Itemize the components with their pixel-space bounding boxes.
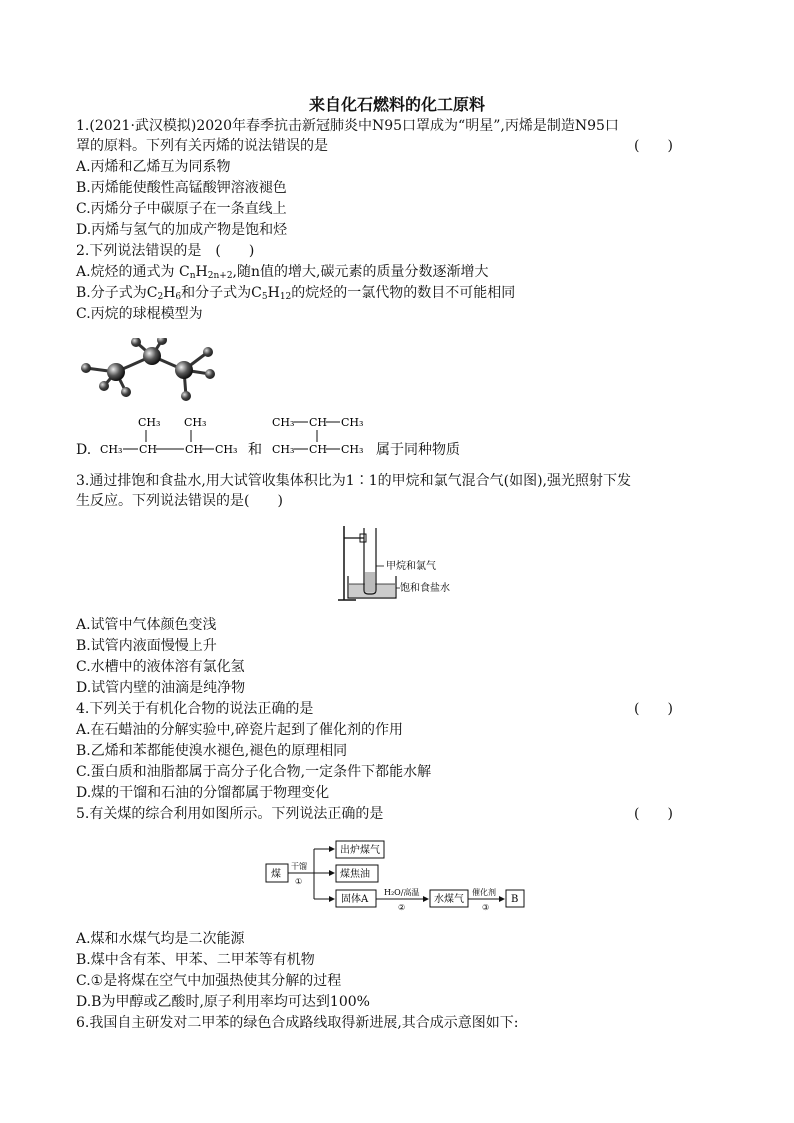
q2-option-b: B.分子式为$C_2H_6$和分子式为$C_5H_{12}$的烷烃的一氯代物的数目不可能相同	[76, 285, 516, 302]
struct2-top-ch3-left: CH₃	[272, 416, 295, 429]
q3-option-c: C.水槽中的液体溶有氯化氢	[76, 659, 245, 675]
struct1-top-ch3-a: CH₃	[138, 416, 161, 429]
struct1-main-ch-a: CH	[139, 443, 158, 456]
q4-option-a: A.在石蜡油的分解实验中,碎瓷片起到了催化剂的作用	[76, 722, 404, 738]
q2-option-d-text: 属于同种物质	[376, 442, 460, 458]
propane-ball-stick-figure	[74, 338, 224, 408]
q2-option-a: A.烷烃的通式为 $C_nH_{2n+2}$,随n值的增大,碳元素的质量分数逐渐增大	[76, 264, 489, 281]
flow-solid-a: 固体A	[341, 894, 369, 905]
q5-flow-diagram	[262, 838, 532, 914]
struct2-bottom-ch3-right: CH₃	[341, 443, 364, 456]
flow-step3: ③	[482, 903, 490, 912]
flow-coal-tar: 煤焦油	[340, 869, 370, 880]
q3-option-d: D.试管内壁的油滴是纯净物	[76, 680, 246, 696]
flow-coal: 煤	[271, 869, 281, 880]
struct2-top-ch: CH	[309, 416, 328, 429]
page-title: 来自化石燃料的化工原料	[308, 95, 485, 114]
c-atom	[107, 363, 125, 381]
q5-answer-paren: ( )	[634, 806, 673, 822]
flow-step2: ②	[398, 903, 406, 912]
q5-option-d: D.B为甲醇或乙酸时,原子利用率均可达到100%	[76, 994, 370, 1010]
q6-stem: 6.我国自主研发对二甲苯的绿色合成路线取得新进展,其合成示意图如下:	[76, 1015, 519, 1031]
q5-option-a: A.煤和水煤气均是二次能源	[76, 931, 245, 947]
struct2-bottom-ch: CH	[309, 443, 328, 456]
q2-stem: 2.下列说法错误的是 ( )	[76, 243, 255, 259]
h-atom	[203, 347, 213, 357]
q1-stem-line2: 罩的原料。下列有关丙烯的说法错误的是	[76, 138, 328, 154]
q4-option-c: C.蛋白质和油脂都属于高分子化合物,一定条件下都能水解	[76, 764, 432, 780]
q5-option-b: B.煤中含有苯、甲苯、二甲苯等有机物	[76, 952, 315, 968]
q4-option-d: D.煤的干馏和石油的分馏都属于物理变化	[76, 785, 330, 801]
q3-stem-line1: 3.通过排饱和食盐水,用大试管收集体积比为1∶1的甲烷和氯气混合气(如图),强光照射下发	[76, 473, 631, 489]
q1-option-a: A.丙烯和乙烯互为同系物	[76, 159, 231, 175]
struct1-main-ch3-left: CH₃	[100, 443, 123, 456]
flow-condition2: H₂O/高温	[384, 888, 420, 897]
q5-stem: 5.有关煤的综合利用如图所示。下列说法正确的是	[76, 806, 384, 822]
flow-condition3: 催化剂	[472, 888, 496, 897]
h-atom	[99, 381, 109, 391]
flow-dry-distillation: 干馏	[291, 862, 307, 871]
q1-answer-paren: ( )	[634, 138, 673, 154]
q1-option-d: D.丙烯与氢气的加成产物是饱和烃	[76, 222, 288, 238]
c-atom	[175, 361, 193, 379]
h-atom	[121, 387, 131, 397]
and-text: 和	[248, 442, 262, 458]
h-atom	[181, 391, 191, 401]
c-atom	[143, 347, 161, 365]
q3-label-brine: 饱和食盐水	[400, 583, 450, 594]
struct1-main-ch-b: CH	[185, 443, 204, 456]
q3-label-gas: 甲烷和氯气	[386, 561, 436, 572]
q2-option-c: C.丙烷的球棍模型为	[76, 306, 203, 322]
flow-product-b: B	[511, 894, 519, 905]
struct2-top-ch3-right: CH₃	[341, 416, 364, 429]
flow-water-gas: 水煤气	[434, 894, 464, 905]
h-atom	[205, 369, 215, 379]
struct2-bottom-ch3-left: CH₃	[272, 443, 295, 456]
q1-stem-line1: 1.(2021·武汉模拟)2020年春季抗击新冠肺炎中N95口罩成为“明星”,丙烯是制造N95口	[76, 118, 619, 134]
flow-coke-oven-gas: 出炉煤气	[340, 845, 380, 856]
q3-apparatus-figure	[336, 520, 466, 604]
q3-option-b: B.试管内液面慢慢上升	[76, 638, 217, 654]
struct1-top-ch3-b: CH₃	[184, 416, 207, 429]
q4-stem: 4.下列关于有机化合物的说法正确的是	[76, 701, 314, 717]
q4-answer-paren: ( )	[634, 701, 673, 717]
q1-option-c: C.丙烯分子中碳原子在一条直线上	[76, 201, 287, 217]
h-atom	[81, 363, 91, 373]
q2-structural-formulas	[96, 412, 376, 462]
q2-option-d-label: D.	[76, 442, 92, 458]
q1-option-b: B.丙烯能使酸性高锰酸钾溶液褪色	[76, 180, 287, 196]
struct1-main-ch3-right: CH₃	[215, 443, 238, 456]
q4-option-b: B.乙烯和苯都能使溴水褪色,褪色的原理相同	[76, 743, 348, 759]
flow-step1: ①	[295, 877, 303, 886]
q5-option-c: C.①是将煤在空气中加强热使其分解的过程	[76, 973, 342, 989]
q3-stem-line2: 生反应。下列说法错误的是( )	[76, 493, 283, 509]
q3-option-a: A.试管中气体颜色变浅	[76, 617, 217, 633]
